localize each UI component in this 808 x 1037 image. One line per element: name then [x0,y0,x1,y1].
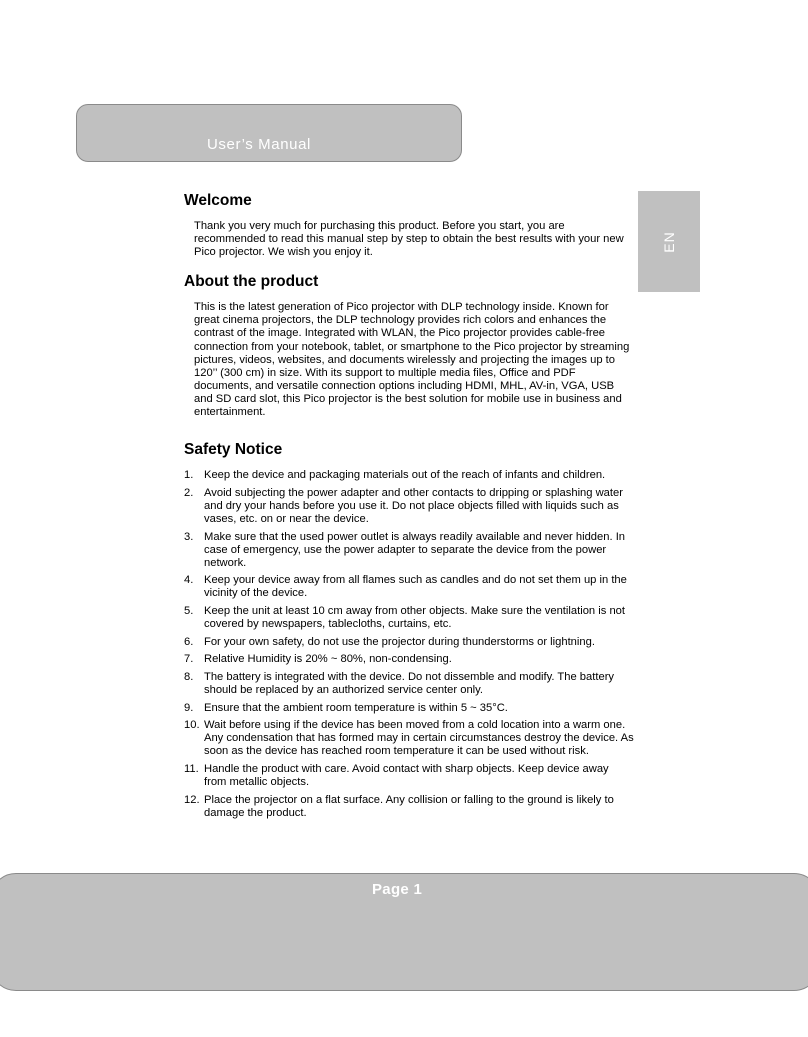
page-number: Page 1 [372,881,423,898]
about-heading: About the product [184,273,319,291]
safety-item [184,763,634,789]
welcome-heading: Welcome [184,192,252,209]
item-text: Place the projector on a flat surface. Any collision or falling to the ground is likely to damage the product. [204,793,614,819]
item-number: 12. [184,793,200,806]
safety-heading: Safety Notice [184,441,283,459]
item-text: Relative Humidity is 20% ~ 80%, non-condensing. [204,653,452,666]
item-text: Keep the device and packaging materials out of the reach of infants and children. [204,469,606,482]
safety-item [184,487,634,526]
manual-title: User’s Manual [207,136,311,153]
header-tab [76,104,462,162]
item-text: Avoid subjecting the power adapter and other contacts to dripping or splashing water and dry your hands before you use it. Do not place objects filled with liquids such as vases, etc. on or near the device. [204,486,623,525]
item-text: Handle the product with care. Avoid contact with sharp objects. Keep device away from metallic objects. [204,762,609,788]
safety-item [184,794,634,820]
item-text: Ensure that the ambient room temperature is within 5 ~ 35°C. [204,701,508,714]
safety-item [184,719,634,758]
item-number: 9. [184,701,194,714]
safety-item [184,671,634,697]
item-number: 3. [184,530,194,543]
language-label: EN [661,230,677,253]
item-text: Keep the unit at least 10 cm away from other objects. Make sure the ventilation is not covered by newspapers, tablecloths, curtains, etc. [204,604,625,631]
item-number: 2. [184,486,194,499]
item-number: 6. [184,635,194,648]
welcome-paragraph: Thank you very much for purchasing this product. Before you start, you are recommended to read this manual step by step to obtain the best results with your new Pico projector. We wish you enjoy it. [194,220,624,259]
safety-item [184,636,634,649]
item-number: 11. [184,762,199,775]
item-text: Make sure that the used power outlet is always readily available and never hidden. In case of emergency, use the power adapter to separate the device from the power network. [204,530,626,569]
item-number: 8. [184,670,194,683]
safety-item [184,531,634,570]
item-text: Wait before using if the device has been moved from a cold location into a warm one. Any condensation that has formed may in certain circumstances destroy the device. As soon as the device has reached room temperature it can be used without risk. [204,719,634,758]
item-text: For your own safety, do not use the projector during thunderstorms or lightning. [204,635,595,648]
safety-item [184,574,634,600]
main-content [184,192,634,824]
safety-item [184,605,634,631]
safety-item [184,653,634,666]
safety-item [184,469,634,482]
item-number: 10. [184,719,200,732]
safety-list [184,469,634,820]
item-number: 7. [184,653,194,666]
item-number: 4. [184,574,194,587]
about-paragraph: This is the latest generation of Pico projector with DLP technology inside. Known for great cinema projectors, the DLP technology provides rich colors and enhances the contrast of the image. Integrated with WLAN, the Pico projector provides cable-free connection from your notebook, tablet, or smartphone to the Pico projector by streaming pictures, videos, websites, and documents wirelessly and projecting the images up to 120’’ (300 cm) in size. With its support to multiple media files, Office and PDF documents, and versatile connection options including HDMI, MHL, AV-in, VGA, USB and SD card slot, this Pico projector is the best solution for mobile use in business and entertainment. [194,301,630,419]
safety-item [184,702,634,715]
item-number: 5. [184,604,194,617]
item-text: Keep your device away from all flames such as candles and do not set them up in the vicinity of the device. [204,574,627,600]
item-text: The battery is integrated with the device. Do not dissemble and modify. The battery should be replaced by an authorized service center only. [204,670,615,696]
language-tab [638,191,700,292]
item-number: 1. [184,469,194,482]
